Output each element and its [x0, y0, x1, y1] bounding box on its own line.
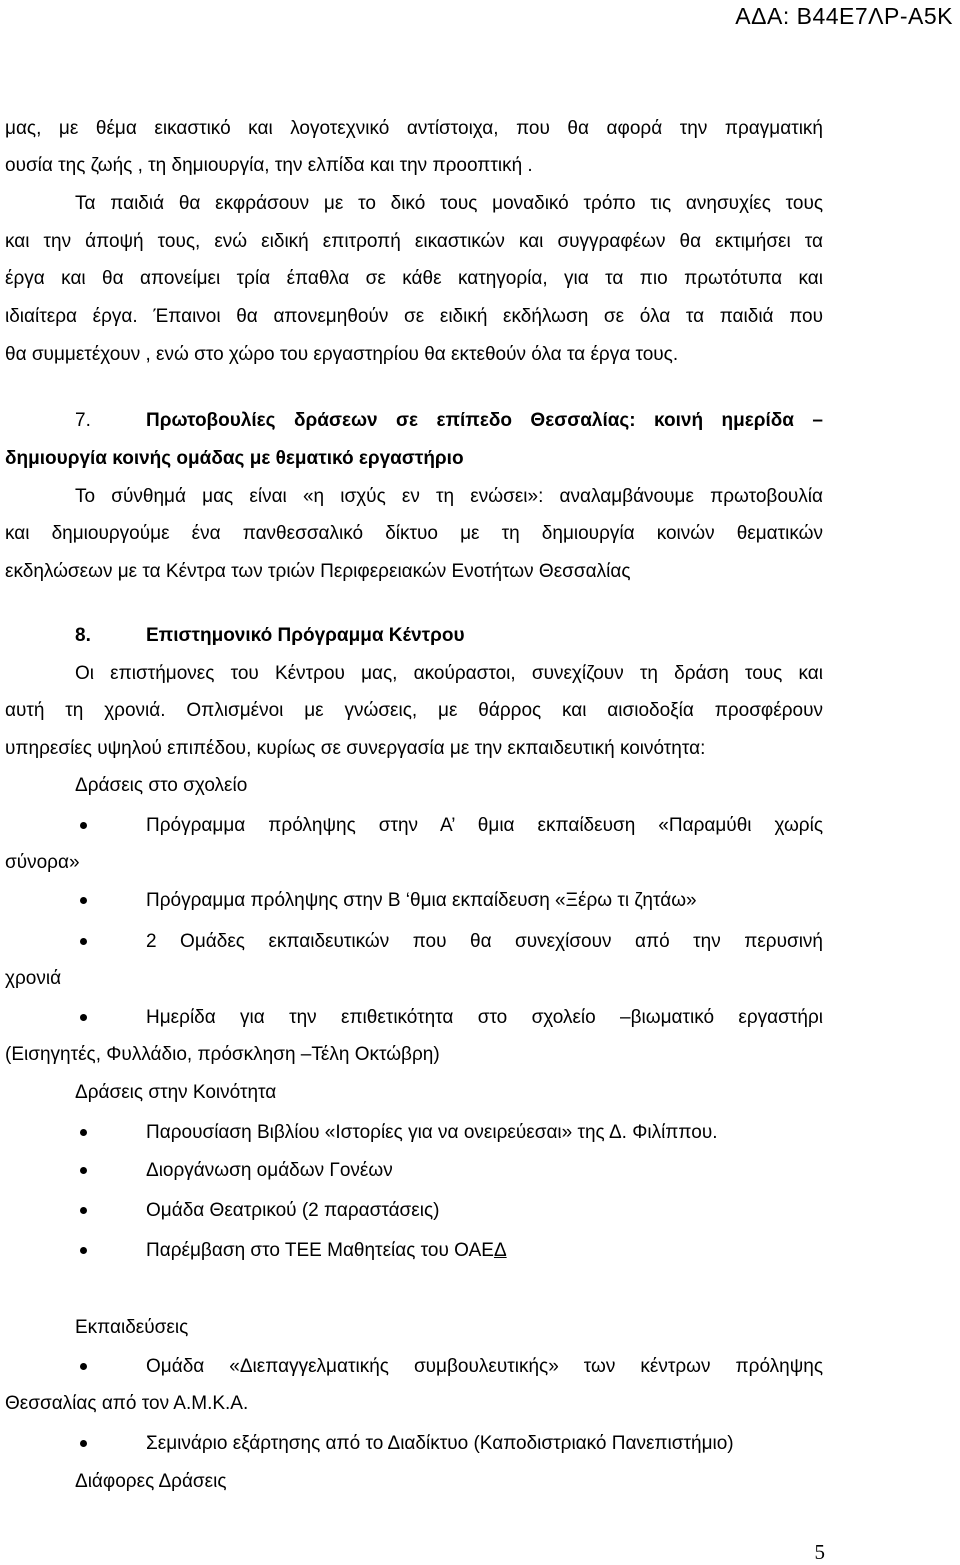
- section7-number: 7.: [75, 410, 91, 431]
- section8-title: Επιστημονικό Πρόγραμμα Κέντρου: [146, 625, 465, 646]
- community-item-4-underlined-letter: Δ: [493, 1240, 507, 1261]
- section7-line-1: Το σύνθημά μας είναι «η ισχύς εν τη ενώσει»: αναλαμβάνουμε πρωτοβουλία: [75, 486, 823, 507]
- bullet-icon: [80, 1167, 87, 1174]
- section8-line-1: Οι επιστήμονες του Κέντρου μας, ακούραστοι, συνεχίζουν τη δράση τους και: [75, 663, 823, 684]
- para1-line-1: μας, με θέμα εικαστικό και λογοτεχνικό αντίστοιχα, που θα αφορά την πραγματική: [5, 118, 823, 139]
- para1-line-2: ουσία της ζωής , τη δημιουργία, την ελπίδα και την προοπτική .: [5, 155, 533, 176]
- school-item-4-continuation: (Εισηγητές, Φυλλάδιο, πρόσκληση –Τέλη Οκτώβρη): [5, 1044, 440, 1065]
- bullet-icon: [80, 1247, 87, 1254]
- bullet-icon: [80, 897, 87, 904]
- misc-actions-heading: Διάφορες Δράσεις: [75, 1471, 227, 1492]
- para1-line-3: Τα παιδιά θα εκφράσουν με το δικό τους μοναδικό τρόπο τις ανησυχίες τους: [75, 193, 823, 214]
- school-actions-heading: Δράσεις στο σχολείο: [75, 775, 248, 796]
- training-item-2: Σεμινάριο εξάρτησης από το Διαδίκτυο (Καποδιστριακό Πανεπιστήμιο): [146, 1433, 734, 1454]
- school-item-3-continuation: χρονιά: [5, 968, 62, 989]
- bullet-icon: [80, 822, 87, 829]
- section7-title-line-2: δημιουργία κοινής ομάδας με θεματικό εργαστήριο: [5, 448, 464, 469]
- document-id-header: ΑΔΑ: Β44Ε7ΛΡ-Α5Κ: [735, 3, 953, 29]
- community-item-4-text: Παρέμβαση στο ΤΕΕ Μαθητείας του ΟΑΕ: [146, 1240, 494, 1261]
- para1-line-4: και την άποψή τους, ενώ ειδική επιτροπή εικαστικών και συγγραφέων θα εκτιμήσει τα: [5, 231, 823, 252]
- school-item-1-continuation: σύνορα»: [5, 852, 80, 873]
- school-item-4: Ημερίδα για την επιθετικότητα στο σχολείο –βιωματικό εργαστήρι: [146, 1007, 823, 1028]
- bullet-icon: [80, 1207, 87, 1214]
- bullet-icon: [80, 1014, 87, 1021]
- school-item-2: Πρόγραμμα πρόληψης στην Β ‘θμια εκπαίδευση «Ξέρω τι ζητάω»: [146, 890, 697, 911]
- training-item-1-continuation: Θεσσαλίας από τον Α.Μ.Κ.Α.: [5, 1393, 249, 1414]
- section8-line-2: αυτή τη χρονιά. Οπλισμένοι με γνώσεις, με θάρρος και αισιοδοξία προσφέρουν: [5, 700, 823, 721]
- para1-line-5: έργα και θα απονείμει τρία έπαθλα σε κάθε κατηγορία, για τα πιο πρωτότυπα και: [5, 268, 823, 289]
- section8-line-3: υπηρεσίες υψηλού επιπέδου, κυρίως σε συνεργασία με την εκπαιδευτική κοινότητα:: [5, 738, 706, 759]
- bullet-icon: [80, 1440, 87, 1447]
- bullet-icon: [80, 1363, 87, 1370]
- bullet-icon: [80, 1129, 87, 1136]
- section7-title-line-1: Πρωτοβουλίες δράσεων σε επίπεδο Θεσσαλίας: κοινή ημερίδα –: [146, 410, 823, 431]
- community-item-3: Ομάδα Θεατρικού (2 παραστάσεις): [146, 1200, 440, 1221]
- para1-line-6: ιδιαίτερα έργα. Έπαινοι θα απονεμηθούν σε ειδική εκδήλωση σε όλα τα παιδιά που: [5, 306, 823, 327]
- section7-line-3: εκδηλώσεων με τα Κέντρα των τριών Περιφερειακών Ενοτήτων Θεσσαλίας: [5, 561, 631, 582]
- community-item-2: Διοργάνωση ομάδων Γονέων: [146, 1160, 393, 1181]
- section8-number: 8.: [75, 625, 91, 646]
- school-item-1: Πρόγραμμα πρόληψης στην Α’ θμια εκπαίδευση «Παραμύθι χωρίς: [146, 815, 823, 836]
- training-item-1: Ομάδα «Διεπαγγελματικής συμβουλευτικής» των κέντρων πρόληψης: [146, 1356, 823, 1377]
- para1-line-7: θα συμμετέχουν , ενώ στο χώρο του εργαστηρίου θα εκτεθούν όλα τα έργα τους.: [5, 344, 679, 365]
- bullet-icon: [80, 938, 87, 945]
- page-number: 5: [814, 1540, 825, 1564]
- community-actions-heading: Δράσεις στην Κοινότητα: [75, 1082, 277, 1103]
- training-heading: Εκπαιδεύσεις: [75, 1317, 189, 1338]
- community-item-1: Παρουσίαση Βιβλίου «Ιστορίες για να ονειρεύεσαι» της Δ. Φιλίππου.: [146, 1122, 718, 1143]
- section7-line-2: και δημιουργούμε ένα πανθεσσαλικό δίκτυο με τη δημιουργία κοινών θεματικών: [5, 523, 823, 544]
- community-item-4: [146, 1240, 823, 1262]
- school-item-3: 2 Ομάδες εκπαιδευτικών που θα συνεχίσουν από την περυσινή: [146, 931, 823, 952]
